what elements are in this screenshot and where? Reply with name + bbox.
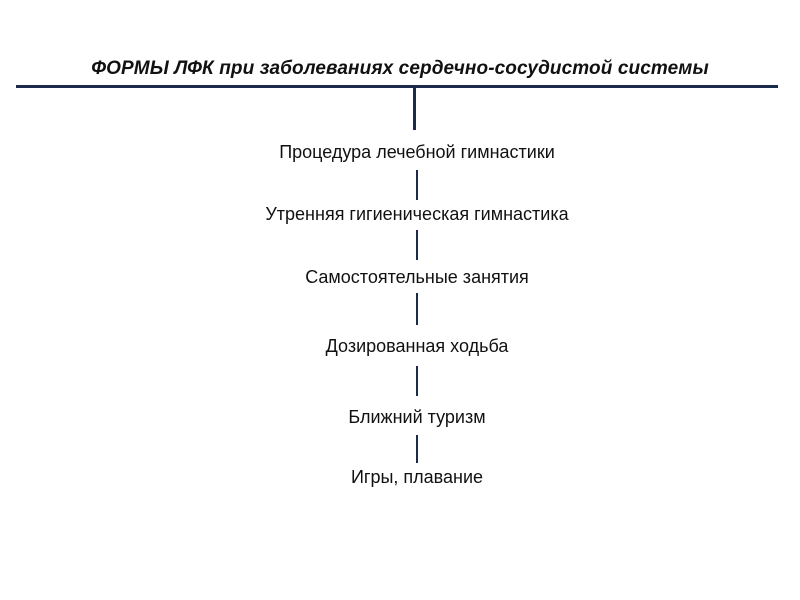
horizontal-divider-line bbox=[16, 85, 778, 88]
form-item-6: Игры, плавание bbox=[350, 467, 484, 487]
form-item-1: Процедура лечебной гимнастики bbox=[279, 142, 555, 162]
connector-line-5 bbox=[416, 435, 418, 463]
form-item-5: Ближний туризм bbox=[348, 407, 486, 427]
title-connector-line bbox=[413, 85, 416, 130]
diagram-title: ФОРМЫ ЛФК при заболеваниях сердечно-сосудистой системы bbox=[91, 58, 709, 79]
connector-line-4 bbox=[416, 366, 418, 396]
form-item-3: Самостоятельные занятия bbox=[305, 267, 529, 287]
form-item-2: Утренняя гигиеническая гимнастика bbox=[265, 204, 569, 224]
connector-line-3 bbox=[416, 293, 418, 325]
form-item-4: Дозированная ходьба bbox=[325, 336, 509, 356]
connector-line-2 bbox=[416, 230, 418, 260]
connector-line-1 bbox=[416, 170, 418, 200]
